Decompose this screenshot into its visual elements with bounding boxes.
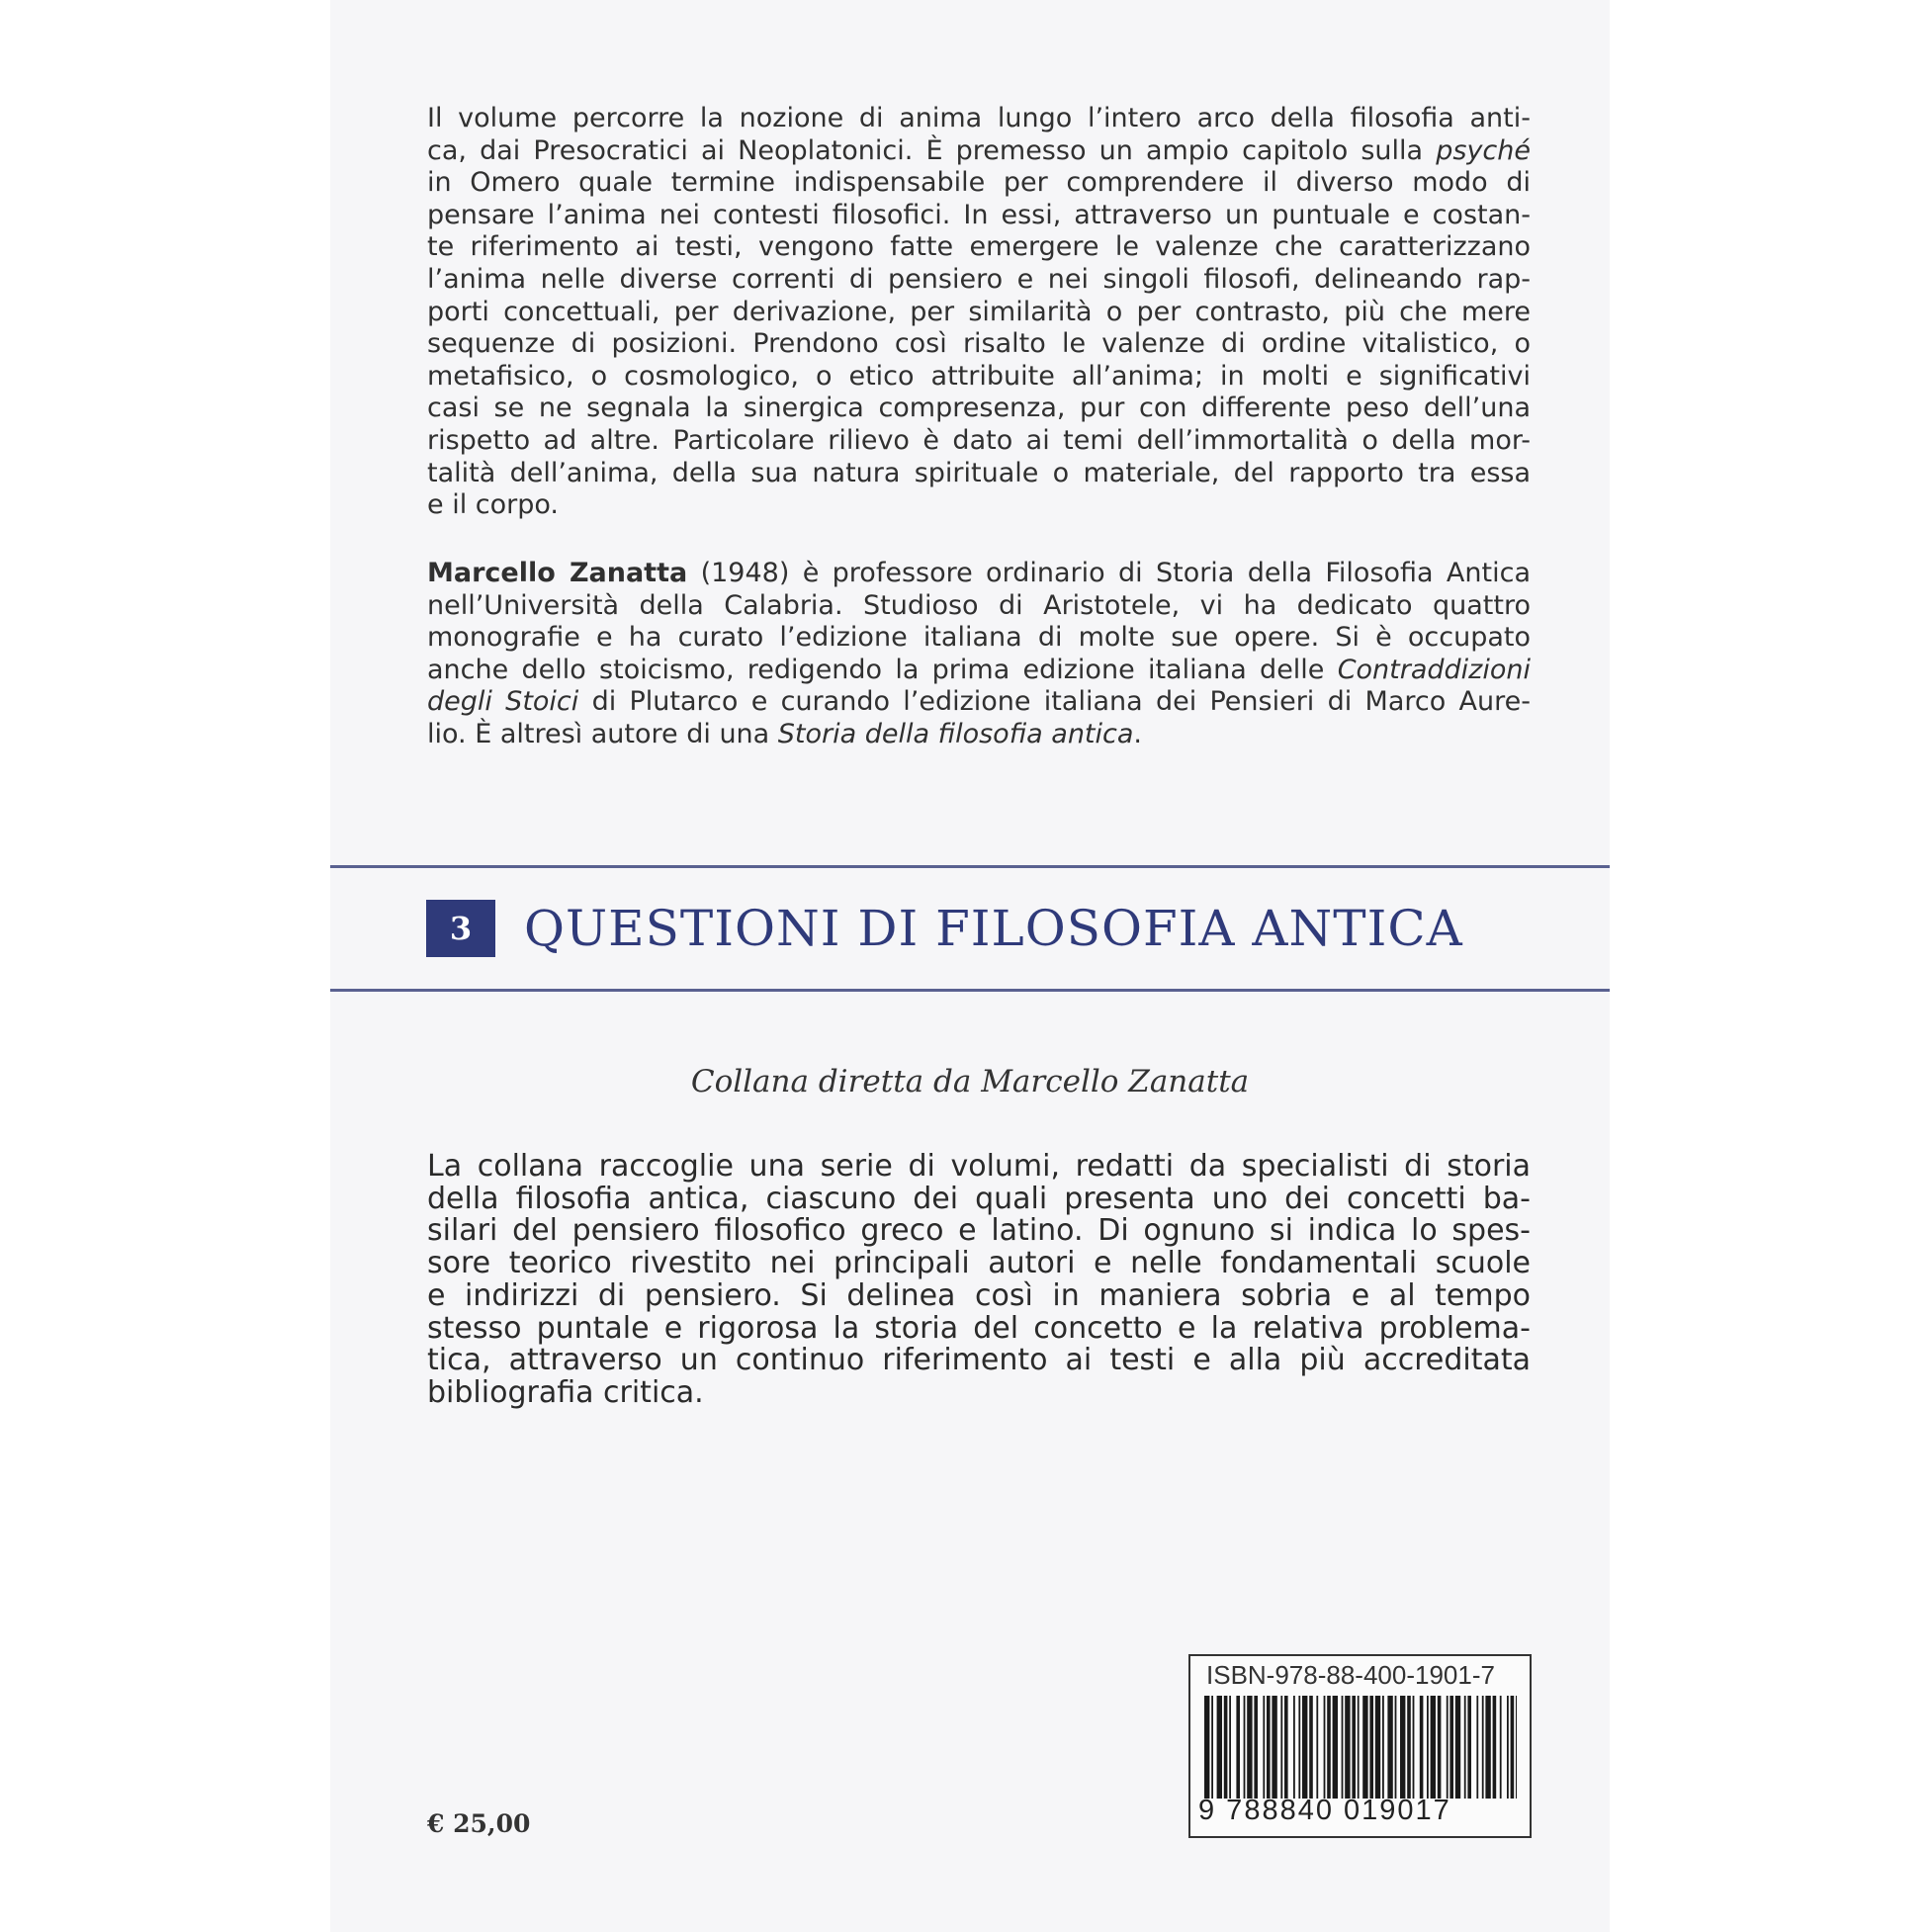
barcode-bar [1224,1696,1228,1799]
barcode-bar [1511,1696,1515,1799]
top-rule [330,865,1610,868]
barcode-bar [1204,1696,1209,1799]
barcode-bar [1327,1696,1331,1799]
description-line [427,489,1531,522]
barcode-bar [1438,1696,1442,1799]
barcode-bar [1447,1696,1449,1799]
isbn-label: ISBN-978-88-400-1901-7 [1206,1660,1495,1690]
ean-digits: 9 788840 019017 [1198,1795,1451,1826]
description-line [427,167,1531,200]
barcode-bar [1387,1696,1392,1799]
series-title: QUESTIONI DI FILOSOFIA ANTICA [524,900,1463,957]
back-cover [330,0,1610,1932]
barcode-bar [1293,1696,1295,1799]
barcode-bar [1507,1696,1509,1799]
barcode-bar [1476,1696,1478,1799]
bio-line [427,558,1531,590]
barcode-bar [1229,1696,1231,1799]
description-line [427,200,1531,232]
barcode-icon [1204,1696,1517,1799]
barcode-bar [1358,1696,1360,1799]
barcode-bar [1280,1696,1282,1799]
text-run: lio. È altresì autore di una [427,718,778,749]
author-bio [427,558,1531,751]
barcode-bar [1464,1696,1466,1799]
text-run: nell’Università della Calabria. Studioso di Aristotele, vi ha dedicato quattro [427,589,1531,621]
description-line [427,297,1531,329]
barcode-bar [1254,1696,1258,1799]
series-description-line [427,1374,1531,1410]
barcode-bar [1362,1696,1367,1799]
description-line [427,103,1531,135]
barcode-bar [1449,1696,1453,1799]
barcode-bar [1382,1696,1384,1799]
text-run: pensare l’anima nei contesti filosofici. In essi, attraverso un puntuale e costan- [427,199,1531,230]
price: € 25,00 [427,1809,531,1838]
description-line [427,425,1531,458]
barcode-bar [1345,1696,1350,1799]
barcode-box [1188,1654,1532,1838]
text-run: in Omero quale termine indispensabile per comprendere il diverso modo di [427,167,1531,199]
barcode-bar [1236,1696,1240,1799]
text-run: anche dello stoicismo, redigendo la prima edizione italiana delle [427,654,1338,685]
barcode-bar [1420,1696,1424,1799]
series-description-line [427,1215,1531,1248]
barcode-bar [1407,1696,1411,1799]
text-run: stesso puntale e rigorosa la storia del concetto e la relativa problema- [427,1310,1531,1346]
series-description-line [427,1345,1531,1377]
barcode-bar [1427,1696,1429,1799]
bottom-rule [330,989,1610,992]
bio-line [427,590,1531,623]
text-run: monografie e ha curato l’edizione italiana di molte sue opere. Si è occupato [427,622,1531,654]
description-line [427,231,1531,264]
barcode-bar [1267,1696,1271,1799]
text-run: casi se ne segnala la sinergica compresenza, pur con differente peso dell’una [427,393,1531,424]
text-run: e indirizzi di pensiero. Si delinea così in maniera sobria e al tempo [427,1277,1531,1313]
description-line [427,361,1531,394]
series-director: Collana diretta da Marcello Zanatta [690,1064,1250,1099]
text-run: tica, attraverso un continuo riferimento ai testi e alla più accreditata [427,1343,1531,1378]
barcode-bar [1352,1696,1356,1799]
description-line [427,135,1531,168]
barcode-bar [1500,1696,1502,1799]
italic-text: Storia della filosofia antica [777,718,1134,749]
barcode-bar [1431,1696,1436,1799]
barcode-bar [1309,1696,1313,1799]
bold-text: Marcello Zanatta [427,558,688,588]
barcode-bar [1482,1696,1484,1799]
barcode-bar [1400,1696,1405,1799]
series-description-line [427,1181,1531,1216]
barcode-bar [1333,1696,1338,1799]
barcode-bar [1369,1696,1373,1799]
barcode-bar [1493,1696,1497,1799]
text-run: porti concettuali, per derivazione, per similarità o per contrasto, più che mere [427,296,1531,327]
bio-line [427,622,1531,655]
barcode-bar [1217,1696,1222,1799]
barcode-bar [1467,1696,1471,1799]
description-line [427,328,1531,361]
barcode-bar [1485,1696,1490,1799]
barcode-bar [1247,1696,1252,1799]
barcode-bar [1324,1696,1326,1799]
description-line [427,264,1531,297]
bio-line [427,719,1531,751]
barcode-bar [1272,1696,1276,1799]
text-run: te riferimento ai testi, vengono fatte emergere le valenze che caratterizzano [427,231,1531,263]
text-run: La collana raccoglie una serie di volumi, redatti da specialisti di storia [427,1149,1531,1184]
text-run: l’anima nelle diverse correnti di pensiero e nei singoli filosofi, delineando rap- [427,263,1531,295]
text-run: Il volume percorre la nozione di anima lungo l’intero arco della filosofia anti- [427,103,1531,133]
series-description [427,1151,1531,1410]
text-run: ca, dai Presocratici ai Neoplatonici. È premesso un ampio capitolo sulla [427,134,1437,166]
text-run: rispetto ad altre. Particolare rilievo è dato ai temi dell’immortalità o della mor- [427,424,1531,456]
book-description [427,103,1531,522]
series-number-badge: 3 [426,900,495,957]
text-run: talità dell’anima, della sua natura spirituale o materiale, del rapporto tra essa [427,457,1531,488]
barcode-bar [1342,1696,1344,1799]
barcode-bar [1516,1696,1517,1799]
series-description-line [427,1277,1531,1313]
barcode-bar [1263,1696,1265,1799]
text-run: metafisico, o cosmologico, o etico attribuite all’anima; in molti e significativi [427,360,1531,392]
barcode-bar [1316,1696,1318,1799]
barcode-bar [1395,1696,1397,1799]
barcode-bar [1455,1696,1460,1799]
italic-text: degli Stoici [427,686,579,718]
description-line [427,458,1531,490]
series-description-line [427,1151,1531,1184]
barcode-bar [1298,1696,1300,1799]
bio-line [427,655,1531,687]
series-description-line [427,1248,1531,1280]
italic-text: psyché [1436,134,1531,166]
text-run: silari del pensiero filosofico greco e latino. Di ognuno si indica lo spes- [427,1213,1531,1249]
description-line [427,393,1531,425]
text-run: sequenze di posizioni. Prendono così risalto le valenze di ordine vitalistico, o [427,328,1531,360]
text-run: . [1133,718,1142,749]
text-run: (1948) è professore ordinario di Storia della Filosofia Antica [687,558,1531,588]
text-run: e il corpo. [427,489,560,521]
barcode-bar [1244,1696,1246,1799]
text-run: di Plutarco e curando l’edizione italiana dei Pensieri di Marco Aure- [578,686,1531,718]
barcode-bar [1211,1696,1213,1799]
series-description-line [427,1310,1531,1346]
italic-text: Contraddizioni [1337,654,1531,685]
text-run: sore teorico rivestito nei principali autori e nelle fondamentali scuole [427,1246,1531,1281]
bio-line [427,686,1531,719]
barcode-bar [1284,1696,1288,1799]
barcode-bar [1375,1696,1380,1799]
text-run: bibliografia critica. [427,1374,704,1410]
barcode-bar [1413,1696,1415,1799]
text-run: della filosofia antica, ciascuno dei quali presenta uno dei concetti ba- [427,1181,1531,1216]
barcode-bar [1302,1696,1307,1799]
